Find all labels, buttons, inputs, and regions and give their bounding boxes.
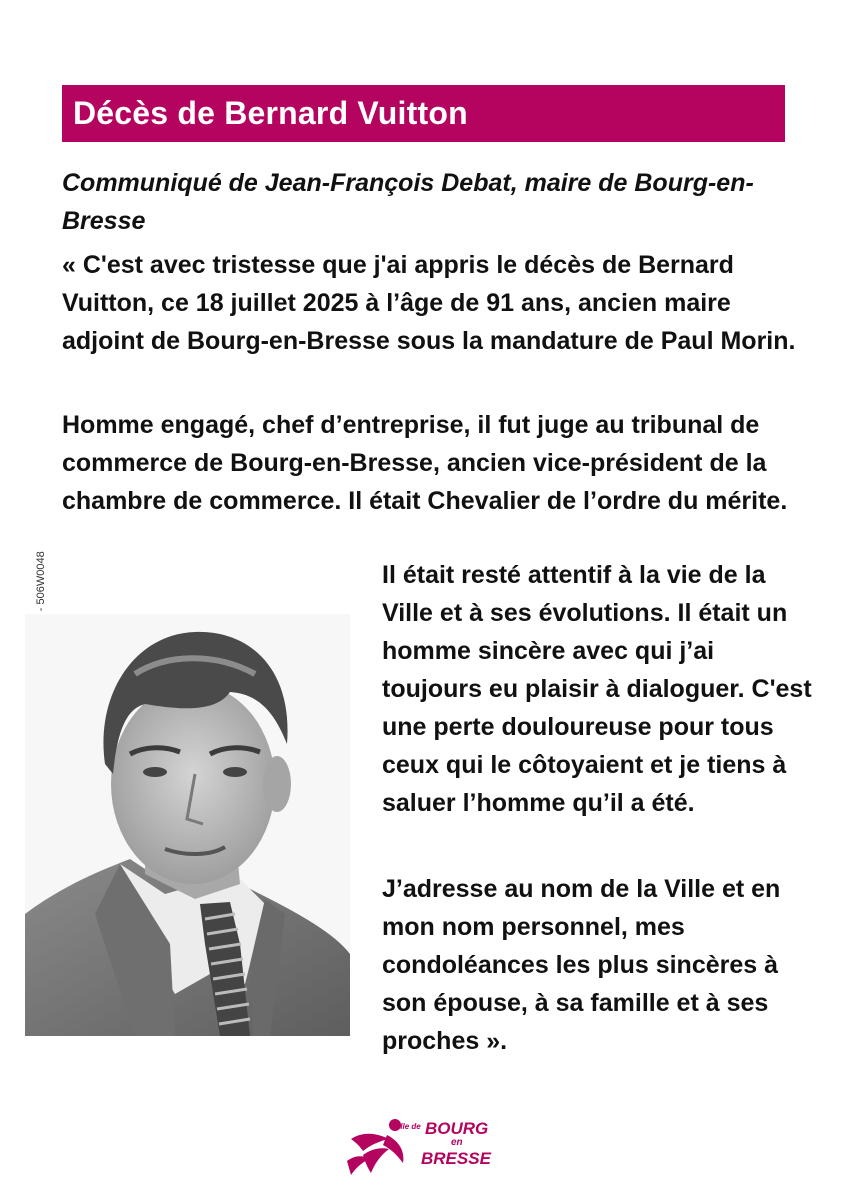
paragraph-tribute: Il était resté attentif à la vie de la Ville et à ses évolutions. Il était un homme sincère avec qui j’ai toujours eu plaisir à dialoguer. C'est une perte douloureuse pour tous ceux qui le côtoyaient et je tiens à saluer l’homme qu’il a été. <box>382 561 812 817</box>
portrait-illustration <box>25 614 350 1036</box>
logo-bourg: BOURG <box>425 1119 489 1138</box>
logo-ville-de: Ville de <box>393 1122 421 1131</box>
portrait-photo <box>25 614 350 1036</box>
logo-bresse: BRESSE <box>421 1149 491 1168</box>
city-logo <box>345 1115 515 1177</box>
paragraph-condolences: J’adresse au nom de la Ville et en mon nom personnel, mes condoléances les plus sincères à son épouse, à sa famille et à ses proches ». <box>382 875 781 1055</box>
logo-en: en <box>451 1137 463 1148</box>
paragraph-career: Homme engagé, chef d’entreprise, il fut juge au tribunal de commerce de Bourg-en-Bresse, ancien vice-président de la chambre de commerce. Il était Chevalier de l’ordre du mérite. <box>62 411 788 515</box>
communique-subtitle: Communiqué de Jean-François Debat, maire de Bourg-en-Bresse <box>62 169 754 235</box>
title-banner <box>62 85 785 142</box>
paragraph-intro: « C'est avec tristesse que j'ai appris le décès de Bernard Vuitton, ce 18 juillet 2025 à l’âge de 91 ans, ancien maire adjoint de Bourg-en-Bresse sous la mandature de Paul Morin. <box>62 251 796 355</box>
page-title: Décès de Bernard Vuitton <box>73 95 468 131</box>
